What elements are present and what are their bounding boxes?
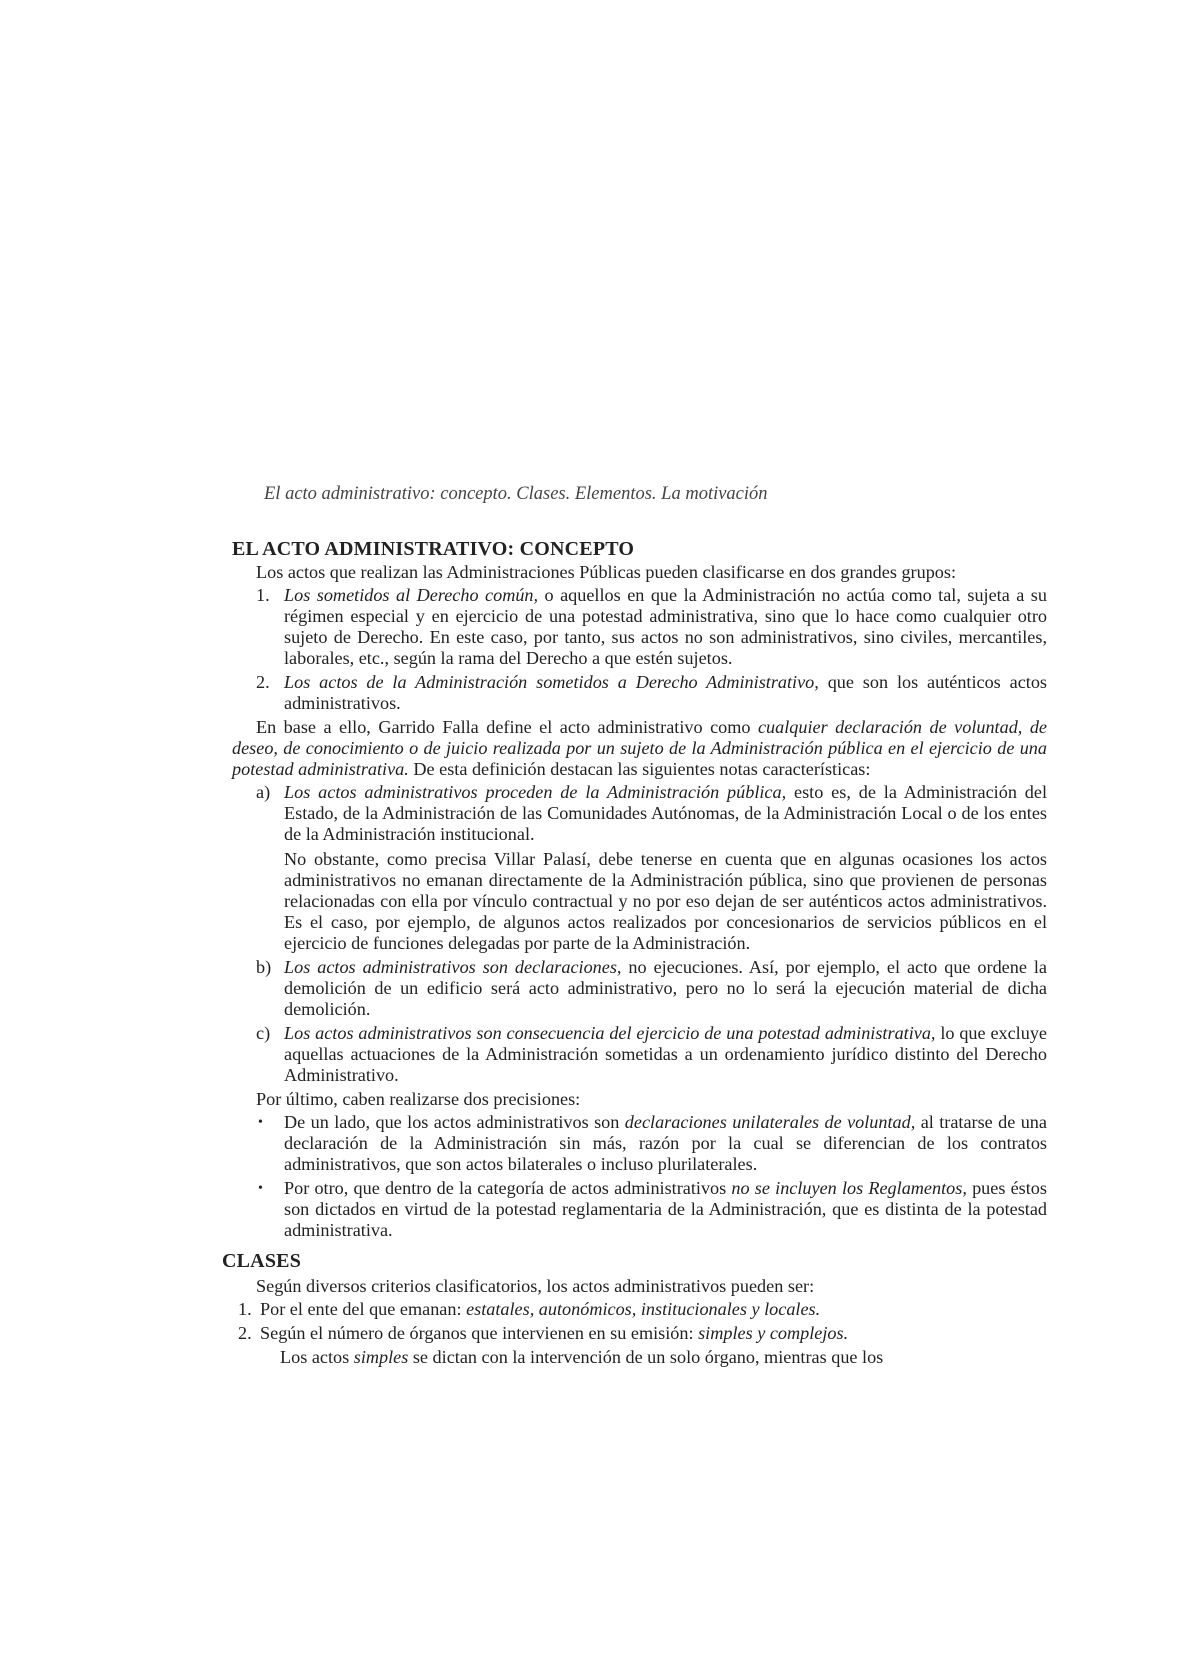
last-italic: simples (353, 1347, 409, 1367)
list-item (232, 585, 1047, 669)
list-item-post: al tratarse de una declaración de la Administración sin más, razón por la cual se diferencian de los contratos administrativos, que son actos bilaterales o incluso plurilaterales. (284, 1112, 1047, 1174)
list-marker: 1. (238, 1299, 252, 1319)
precisions-intro: Por último, caben realizarse dos precisiones: (256, 1089, 581, 1109)
definition-post: De esta definición destacan las siguientes notas características: (408, 759, 871, 779)
list-marker: 2. (256, 672, 270, 692)
definition-paragraph (232, 717, 1047, 780)
list-item-text: o aquellos en que la Administración no actúa como tal, sujeta a su régimen especial y en ejercicio de una potestad administrativa, sino que lo hace como cualquier otro sujeto de Derecho. En este caso, por tanto, sus actos no son administrativos, sino civiles, mercantiles, laborales, etc., según la rama del Derecho a que estén sujetos. (284, 585, 1047, 668)
list-item-italic: Los actos administrativos proceden de la Administración pública, (284, 782, 787, 802)
definition-italic: cualquier declaración de voluntad, de deseo, de conocimiento o de juicio realizada por un sujeto de la Administración pública en el ejercicio de una potestad administrativa. (232, 717, 1047, 779)
document-page (222, 484, 1047, 1368)
running-head: El acto administrativo: concepto. Clases. Elementos. La motivación (264, 484, 768, 504)
list-item-italic: declaraciones unilaterales de voluntad, (624, 1112, 916, 1132)
precisions-list (232, 1112, 1047, 1241)
list-marker: 1. (256, 585, 270, 605)
clases-list (232, 1299, 1047, 1344)
list-item-pre: Por el ente del que emanan: (260, 1299, 467, 1319)
list-item-text: que son los auténticos actos administrativos. (284, 672, 1047, 713)
list-item (232, 782, 1047, 954)
list-item (232, 1023, 1047, 1086)
list-item-extra: No obstante, como precisa Villar Palasí, debe tenerse en cuenta que en algunas ocasiones los actos administrativos no emanan directamente de la Administración pública, sino que provienen de personas relacionadas con ella por vínculo contractual y no por eso dejan de ser auténticos actos administrativos. Es el caso, por ejemplo, de algunos actos realizados por concesionarios de servicios públicos en el ejercicio de funciones delegadas por parte de la Administración. (284, 849, 1047, 953)
list-item-post: pues éstos son dictados en virtud de la potestad reglamentaria de la Administración, que es distinta de la potestad administrativa. (284, 1178, 1047, 1240)
bullet-icon: • (258, 1115, 263, 1130)
bullet-icon: • (258, 1181, 263, 1196)
section-title-concepto: EL ACTO ADMINISTRATIVO: CONCEPTO (232, 538, 635, 560)
list-item (232, 1299, 1047, 1320)
list-marker: c) (256, 1023, 271, 1043)
section-intro: Los actos que realizan las Administraciones Públicas pueden clasificarse en dos grandes grupos: (256, 562, 957, 582)
last-pre: Los actos (280, 1347, 354, 1367)
list-item-italic: Los actos administrativos son consecuencia del ejercicio de una potestad administrativa, (284, 1023, 936, 1043)
last-post: se dictan con la intervención de un solo órgano, mientras que los (408, 1347, 884, 1367)
list-item-italic: no se incluyen los Reglamentos, (731, 1178, 967, 1198)
list-item-italic: Los sometidos al Derecho común, (284, 585, 539, 605)
list-item-text: lo que excluye aquellas actuaciones de la Administración sometidas a un ordenamiento jurídico distinto del Derecho Administrativo. (284, 1023, 1047, 1085)
list-item-italic: Los actos de la Administración sometidos a Derecho Administrativo, (284, 672, 819, 692)
list-item (232, 672, 1047, 714)
clases-intro: Según diversos criterios clasificatorios, los actos administrativos pueden ser: (256, 1276, 815, 1296)
list-item (232, 957, 1047, 1020)
list-item (232, 1178, 1047, 1241)
list-marker: b) (256, 957, 272, 977)
list-item-italic: simples y complejos. (698, 1323, 849, 1343)
list-item (232, 1323, 1047, 1344)
list-item (232, 1112, 1047, 1175)
last-paragraph (232, 1347, 1047, 1368)
group-list (232, 585, 1047, 714)
list-marker: 2. (238, 1323, 252, 1343)
list-item-pre: Según el número de órganos que intervienen en su emisión: (260, 1323, 699, 1343)
list-item-italic: estatales, autonómicos, institucionales y locales. (466, 1299, 821, 1319)
list-item-text: esto es, de la Administración del Estado, de la Administración de las Comunidades Autónomas, de la Administración Local o de los entes de la Administración institucional. (284, 782, 1047, 844)
definition-pre: En base a ello, Garrido Falla define el acto administrativo como (256, 717, 758, 737)
section-title-clases: CLASES (222, 1250, 302, 1272)
list-item-italic: Los actos administrativos son declaraciones, (284, 957, 622, 977)
list-item-pre: De un lado, que los actos administrativos son (284, 1112, 625, 1132)
list-marker: a) (256, 782, 271, 802)
list-item-text: no ejecuciones. Así, por ejemplo, el acto que ordene la demolición de un edificio será acto administrativo, pero no lo será la ejecución material de dicha demolición. (284, 957, 1047, 1019)
notes-list (232, 782, 1047, 1086)
list-item-pre: Por otro, que dentro de la categoría de actos administrativos (284, 1178, 732, 1198)
